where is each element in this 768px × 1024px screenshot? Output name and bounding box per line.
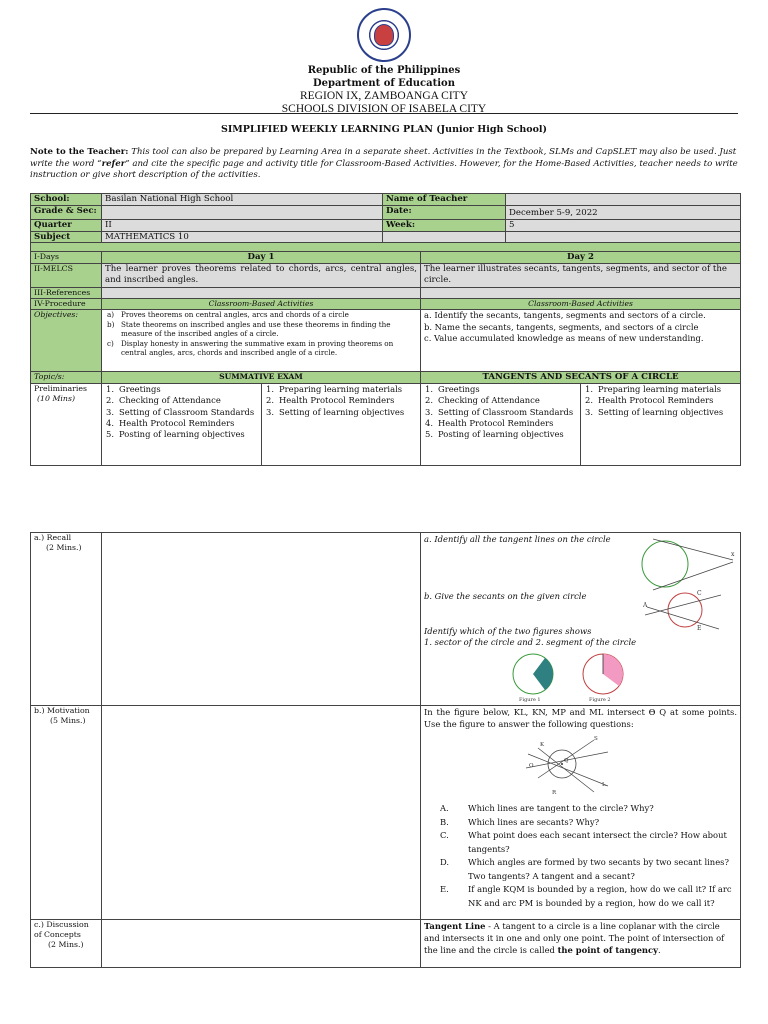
deped-seal-logo [357,8,411,62]
motivation-question: E. If angle KQM is bounded by a region, how do we call it? If arc NK and arc PM is bounded by a region, how do we call it? [440,884,732,908]
preliminary-item: 2. Health Protocol Reminders [266,395,395,406]
day2-header: Day 2 [421,252,741,264]
recall-time: (2 Mins.) [46,543,82,552]
school-value: Basilan National High School [102,194,383,206]
svg-text:S: S [594,736,598,742]
days-label: I-Days [31,252,102,264]
preliminary-item: 3. Setting of learning objectives [266,406,405,417]
preliminary-item: 3. Setting of Classroom Standards [106,406,255,417]
preliminary-item: 3. Setting of Classroom Standards [425,406,574,417]
objectives-label: Objectives: [31,310,102,372]
motivation-time: (5 Mins.) [50,716,86,725]
svg-text:L: L [602,782,606,788]
recall-question-a: a. Identify all the tangent lines on the circle [424,534,611,544]
preliminary-item: 1. Greetings [425,384,480,394]
day2-prelim-right [581,384,741,466]
day1-objective-item: c) Display honesty in answering the summative exam in proving theorems on central angles, arcs, chords and inscribed angle of a circle. [107,338,394,357]
day2-cba-label: Classroom-Based Activities [421,299,741,310]
svg-text:A: A [643,602,648,609]
svg-text:K: K [540,742,545,748]
preliminaries-title: Preliminaries [34,384,87,393]
region-line: REGION IX, ZAMBOANGA CITY [299,90,469,102]
svg-text:C: C [697,590,702,597]
preliminary-item: 4. Health Protocol Reminders [106,417,235,428]
motivation-intro: In the figure below, KL, KN, MP and ML intersect Θ Q at some points. Use the figure to answer the following questions: [424,707,737,729]
figure-2-segment [579,651,627,703]
department-line: Department of Education [313,78,455,89]
procedure-label: IV-Procedure [31,299,102,310]
figure-2-label: Figure 2 [589,697,611,703]
svg-text:E: E [697,625,702,632]
preliminary-item: 1. Greetings [106,384,161,394]
quarter-value: II [102,220,383,232]
day2-objective-item: c. Value accumulated knowledge as means of new understanding. [424,333,704,343]
procedure-table [30,532,741,968]
melcs-label: II-MELCS [31,264,102,288]
tangent-definition: - A tangent to a circle is a line coplanar with the circle and intersects it in one and only one point. The point of intersection of the line and the circle is called [424,921,725,955]
quarter-label: Quarter [31,220,102,232]
day1-objective-item: a) Proves theorems on central angles, arcs and chords of a circle [107,310,349,319]
motivation-question: B. Which lines are secants? Why? [440,816,600,827]
recall-label-cell [31,533,102,706]
day1-cba-label: Classroom-Based Activities [102,299,421,310]
discussion-content: Tangent Line - A tangent to a circle is a line coplanar with the circle and intersects it in one and only one point. The point of intersection of the line and the circle is called the point of tangency. [421,920,741,968]
recall-question-c1: 1. sector of the circle and 2. segment of the circle [424,637,637,647]
day2-objectives [421,310,741,372]
discussion-time: (2 Mins.) [48,940,84,949]
motivation-content [421,706,741,920]
preliminary-item: 1. Preparing learning materials [585,384,722,394]
preliminary-item: 5. Posting of learning objectives [425,429,564,440]
svg-text:R: R [552,790,557,796]
preliminaries-time: (10 Mins) [37,394,75,403]
preliminary-item: 4. Health Protocol Reminders [425,417,554,428]
tangent-figure [633,536,739,592]
day1-prelim-left [102,384,262,466]
figure-1-sector [509,651,557,703]
references-label: III-References [31,288,102,299]
motivation-label: b.) Motivation [34,706,90,715]
day1-header: Day 1 [102,252,421,264]
header-divider [30,113,738,114]
note-refer: refer [101,158,126,169]
subject-label: Subject [31,232,102,244]
document-title: SIMPLIFIED WEEKLY LEARNING PLAN (Junior High School) [220,124,548,135]
motivation-label-cell [31,706,102,920]
grade-label: Grade & Sec: [31,206,102,220]
day2-objective-item: b. Name the secants, tangents, segments, and sectors of a circle [424,321,699,332]
tangent-term: Tangent Line [424,921,486,931]
teacher-note [30,147,740,182]
note-text-1: This tool can also be prepared by Learning Area in a separate sheet. Activities in the Textbook, SLMs and CapSLET may also be used. Just write the word “ [30,147,737,169]
date-label: Date: [383,206,506,220]
topics-label: Topic/s: [31,372,102,384]
subject-value: MATHEMATICS 10 [102,232,383,244]
day1-melc: The learner proves theorems related to chords, arcs, central angles, and inscribed angles. [102,264,421,288]
motivation-question: A. Which lines are tangent to the circle? Why? [440,803,654,813]
preliminaries-label [31,384,102,466]
preliminary-item: 2. Checking of Attendance [106,395,221,406]
teacher-value [506,194,741,206]
day1-objective-item: b) State theorems on inscribed angles and use these theorems in finding the measure of the inscribed angles of a circle. [107,319,391,338]
recall-question-c: Identify which of the two figures shows [424,626,592,636]
teacher-label: Name of Teacher [383,194,506,206]
preliminary-item: 5. Posting of learning objectives [106,429,245,440]
week-value: 5 [506,220,741,232]
day2-prelim-left [421,384,581,466]
preliminary-item: 3. Setting of learning objectives [585,406,724,417]
letterhead [0,8,768,116]
date-value: December 5-9, 2022 [506,206,741,220]
day2-topic: TANGENTS AND SECANTS OF A CIRCLE [421,372,741,384]
motivation-question: C. What point does each secant intersect the circle? How about tangents? [440,830,727,854]
republic-line: Republic of the Philippines [307,65,461,76]
figure-1-label: Figure 1 [519,697,541,703]
preliminary-item: 1. Preparing learning materials [266,384,403,394]
grade-value [102,206,383,220]
preliminary-item: 2. Checking of Attendance [425,395,540,406]
note-label: Note to the Teacher: [30,147,129,157]
recall-label: a.) Recall [34,533,72,542]
week-label: Week: [383,220,506,232]
day1-objectives [102,310,421,372]
day2-objective-item: a. Identify the secants, tangents, segments and sectors of a circle. [424,310,706,320]
recall-content [421,533,741,706]
svg-text:O: O [529,763,534,769]
info-table [30,193,741,244]
point-of-tangency: the point of tangency [557,945,658,955]
day1-prelim-right [262,384,421,466]
svg-text:x: x [731,551,735,558]
division-line: SCHOOLS DIVISION OF ISABELA CITY [281,103,487,115]
discussion-label: c.) Discussion of Concepts [34,920,89,939]
school-label: School: [31,194,102,206]
motivation-figure [524,734,610,796]
recall-question-b: b. Give the secants on the given circle [424,591,587,601]
day1-topic: SUMMATIVE EXAM [102,372,421,384]
preliminary-item: 2. Health Protocol Reminders [585,395,714,406]
note-text-2: ” and cite the specific page and activity title for Classroom-Based Activities. However, for the Home-Based Activities, teacher needs to write instruction or give short description of the activities. [30,158,738,180]
svg-text:Q: Q [564,758,569,764]
discussion-label-cell [31,920,102,968]
secant-figure [643,587,723,633]
plan-table [30,242,741,466]
motivation-question: D. Which angles are formed by two secants by two secant lines? Two tangents? A tangent and a secant? [440,857,729,881]
day2-melc: The learner illustrates secants, tangents, segments, and sector of the circle. [421,264,741,288]
